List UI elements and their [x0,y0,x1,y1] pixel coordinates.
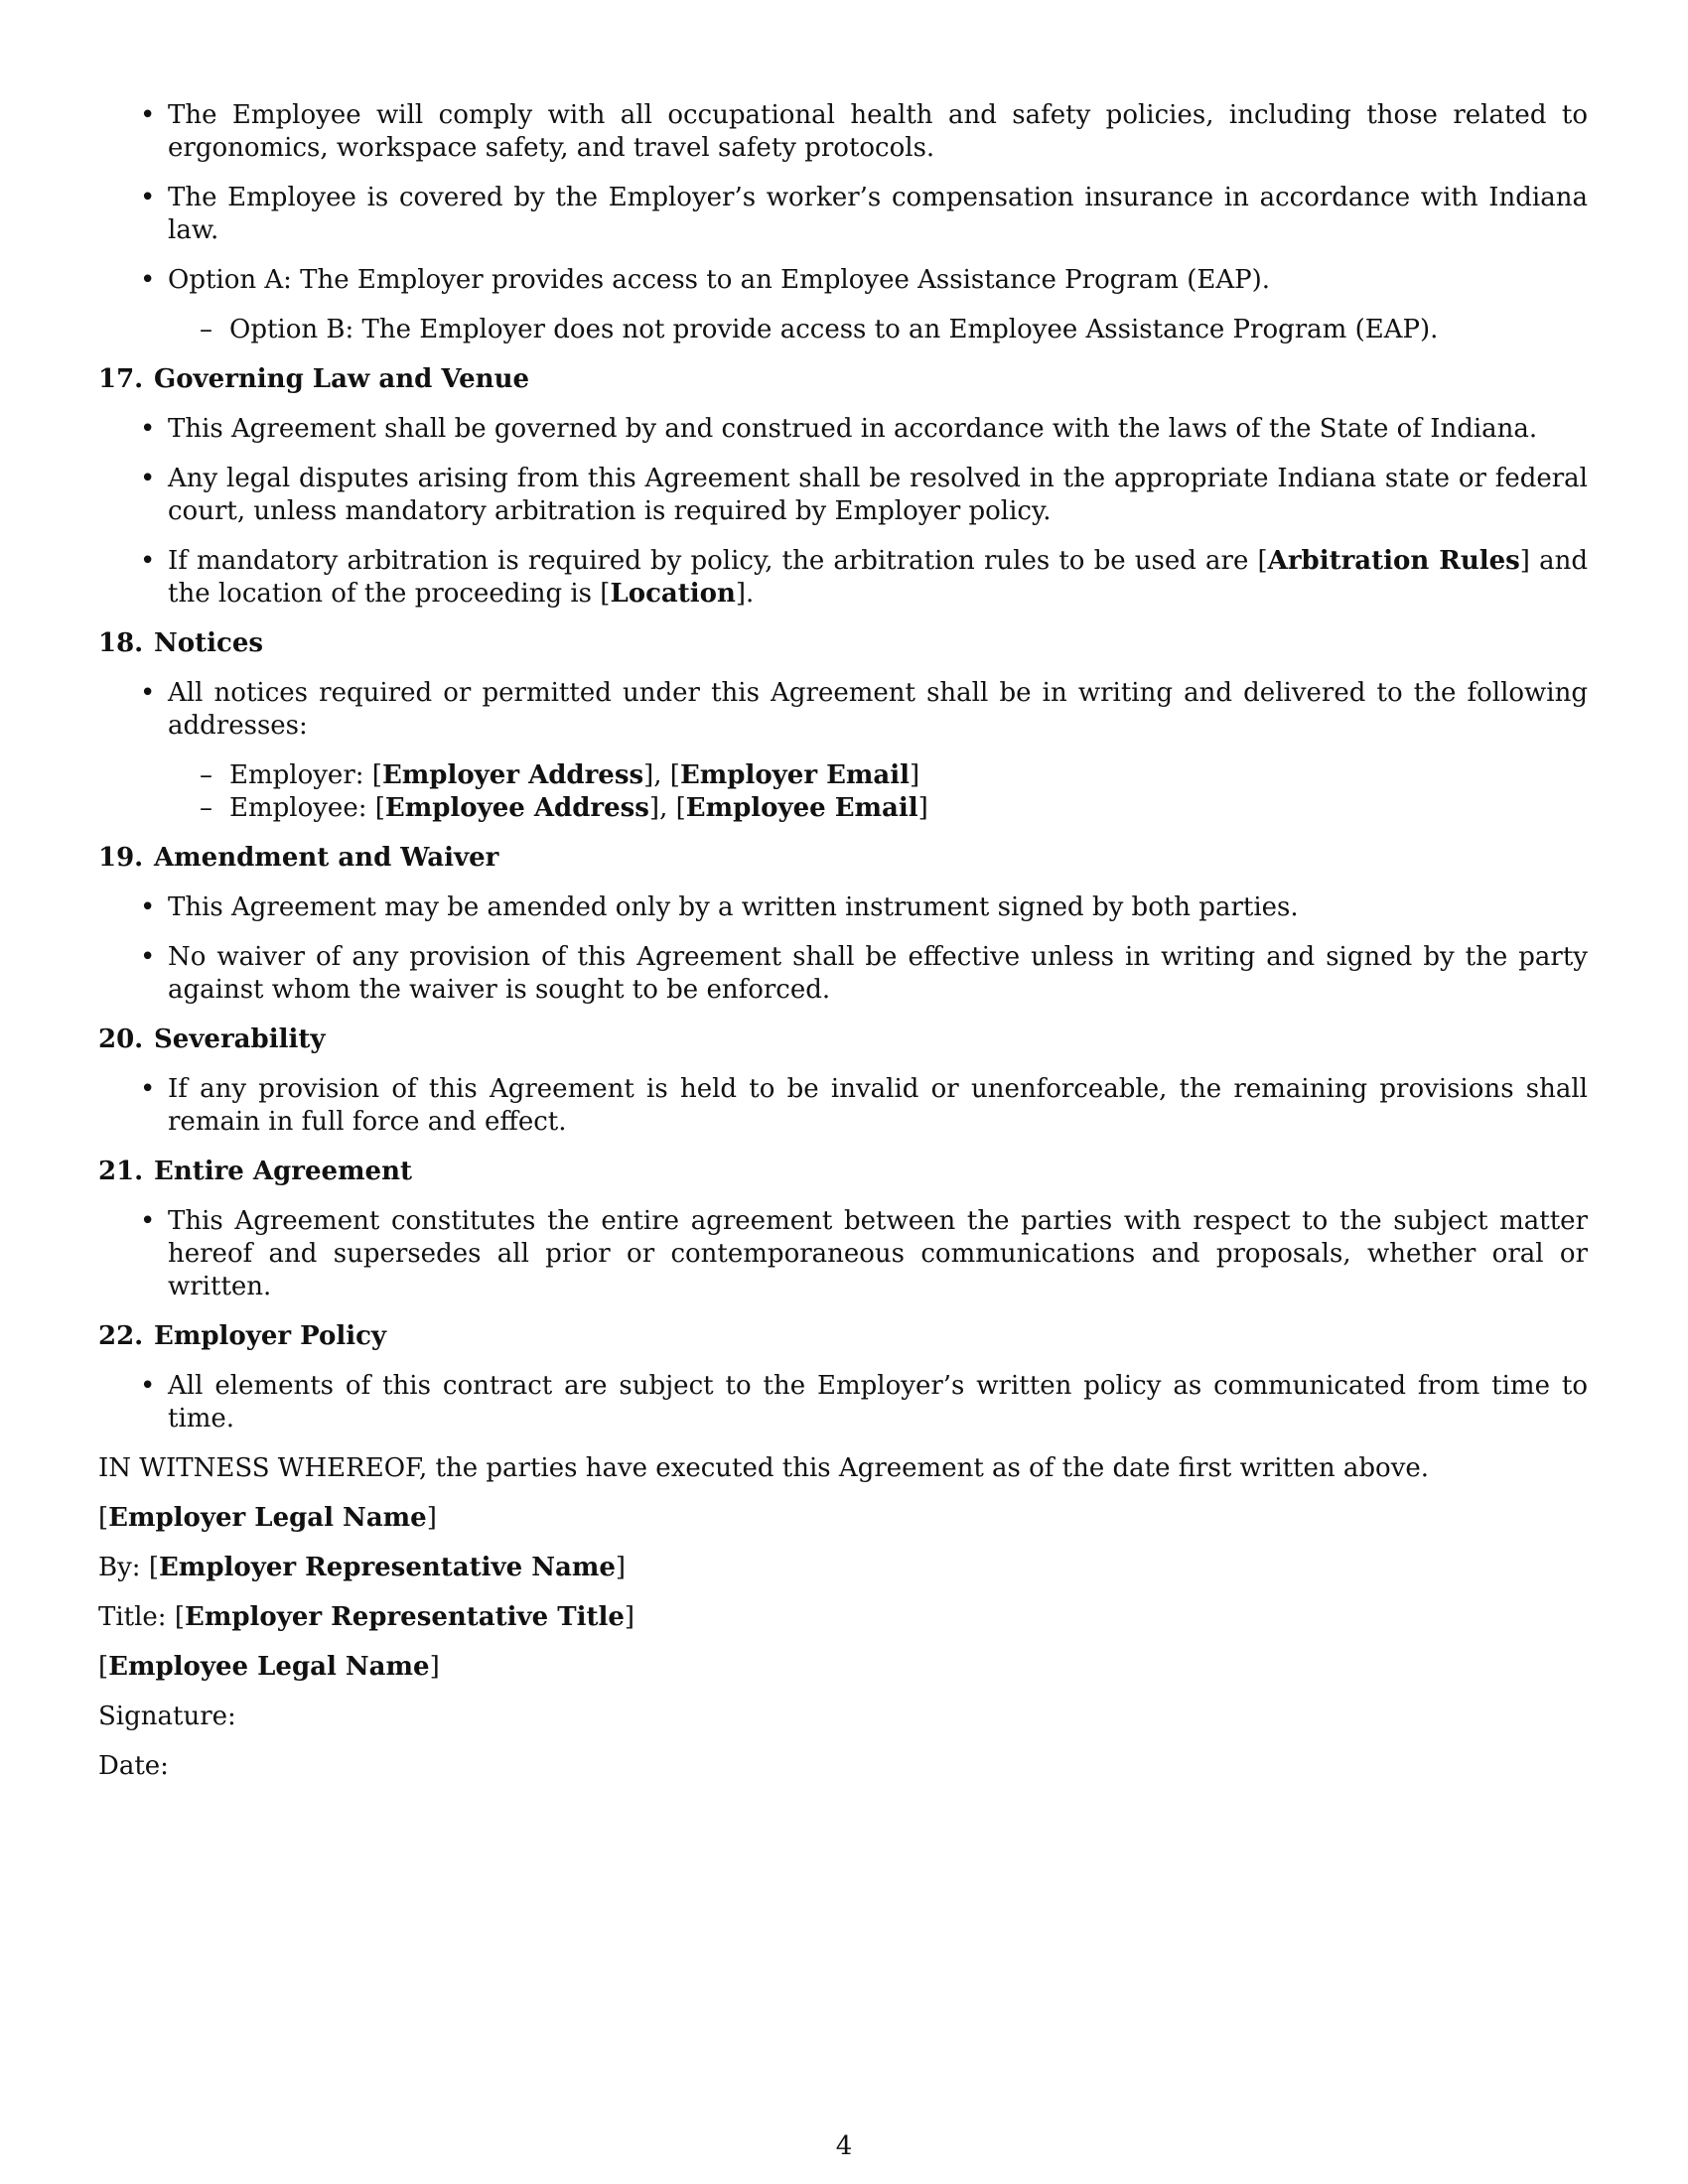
witness-statement: IN WITNESS WHEREOF, the parties have executed this Agreement as of the date first written above. [98,1453,1430,1483]
section-number: 20. [98,1024,144,1054]
list-item: • Any legal disputes arising from this Agreement shall be resolved in the appropriate Indiana state or federal court, unless mandatory arbitration is required by Employer policy. [98,463,1588,528]
section-title: Governing Law and Venue [154,364,530,394]
list-item: • The Employee is covered by the Employer’s worker’s compensation insurance in accordance with Indiana law. [98,182,1588,247]
title-line: Title: [Employer Representative Title] [98,1602,635,1632]
section-number: 19. [98,843,144,873]
section-title: Notices [154,628,264,658]
arbitration-rules-placeholder: Arbitration Rules [1267,546,1520,576]
employee-address-placeholder: Employee Address [384,793,649,823]
section-19-list [98,891,1588,1007]
section-21-list [98,1205,1588,1303]
section-number: 17. [98,364,144,394]
section-title: Entire Agreement [154,1157,412,1186]
section-title: Amendment and Waiver [154,843,499,873]
section-22-list [98,1370,1588,1435]
employer-label: Employer: [229,760,372,790]
section-17-list [98,413,1588,611]
section-number: 21. [98,1157,144,1186]
address-sublist [168,759,1588,825]
by-label: By: [98,1553,149,1582]
list-item: • The Employee will comply with all occupational health and safety policies, including those related to ergonomics, workspace safety, and travel safety protocols. [98,99,1588,165]
section-heading-19 [98,842,1588,875]
employer-legal-name-placeholder: Employer Legal Name [108,1503,427,1533]
signature-line: Signature: [98,1702,236,1731]
section-heading-22 [98,1320,1588,1353]
employer-email-placeholder: Employer Email [679,760,911,790]
section-number: 18. [98,628,144,658]
employee-email-placeholder: Employee Email [685,793,918,823]
section-heading-21 [98,1156,1588,1188]
location-placeholder: Location [610,579,736,609]
employer-legal-name-line: [Employer Legal Name] [98,1503,437,1533]
arbitration-text: . [746,579,755,609]
page-number: 4 [835,2131,853,2161]
list-item: • No waiver of any provision of this Agreement shall be effective unless in writing and signed by the party against whom the waiver is sought to be enforced. [98,941,1588,1007]
employee-label: Employee: [229,793,375,823]
list-item: • This Agreement may be amended only by a written instrument signed by both parties. [98,891,1588,924]
rep-title-placeholder: Employer Representative Title [185,1602,625,1632]
option-b-item: – Option B: The Employer does not provide access to an Employee Assistance Program (EAP). [168,314,1588,346]
employee-address-line: – Employee: [Employee Address], [Employee Email] [168,792,1588,825]
arbitration-text: and the location of the proceeding is [168,546,1588,609]
title-label: Title: [98,1602,175,1632]
by-line: By: [Employer Representative Name] [98,1553,627,1582]
rep-name-placeholder: Employer Representative Name [158,1553,616,1582]
employer-address-line: – Employer: [Employer Address], [Employer Email] [168,759,1588,792]
notices-intro: All notices required or permitted under this Agreement shall be in writing and delivered to the following addresses: [168,678,1588,741]
list-item [98,264,1588,346]
section-number: 22. [98,1321,144,1351]
list-item: • This Agreement shall be governed by and construed in accordance with the laws of the State of Indiana. [98,413,1588,446]
list-item: • If mandatory arbitration is required by policy, the arbitration rules to be used are [Arbitration Rules] and the location of the proceeding is [Location]. [98,545,1588,611]
arbitration-text: If mandatory arbitration is required by policy, the arbitration rules to be used are [168,546,1258,576]
employee-legal-name-line: [Employee Legal Name] [98,1652,440,1682]
list-item: • If any provision of this Agreement is held to be invalid or unenforceable, the remaining provisions shall remain in full force and effect. [98,1073,1588,1139]
list-item: • All elements of this contract are subject to the Employer’s written policy as communicated from time to time. [98,1370,1588,1435]
employer-address-placeholder: Employer Address [381,760,644,790]
list-item [98,677,1588,825]
option-a-text: Option A: The Employer provides access to an Employee Assistance Program (EAP). [168,265,1271,295]
section-heading-17 [98,363,1588,396]
section-18-list [98,677,1588,825]
list-item: • This Agreement constitutes the entire agreement between the parties with respect to the subject matter hereof and supersedes all prior or contemporaneous communications and proposals, whether oral or written. [98,1205,1588,1303]
health-safety-list [98,99,1588,346]
section-title: Severability [154,1024,326,1054]
section-heading-20 [98,1024,1588,1056]
employee-legal-name-placeholder: Employee Legal Name [108,1652,430,1682]
document-page [98,99,1588,1800]
section-heading-18 [98,627,1588,660]
section-title: Employer Policy [154,1321,387,1351]
date-line: Date: [98,1751,169,1781]
option-sublist [168,314,1588,346]
section-20-list [98,1073,1588,1139]
